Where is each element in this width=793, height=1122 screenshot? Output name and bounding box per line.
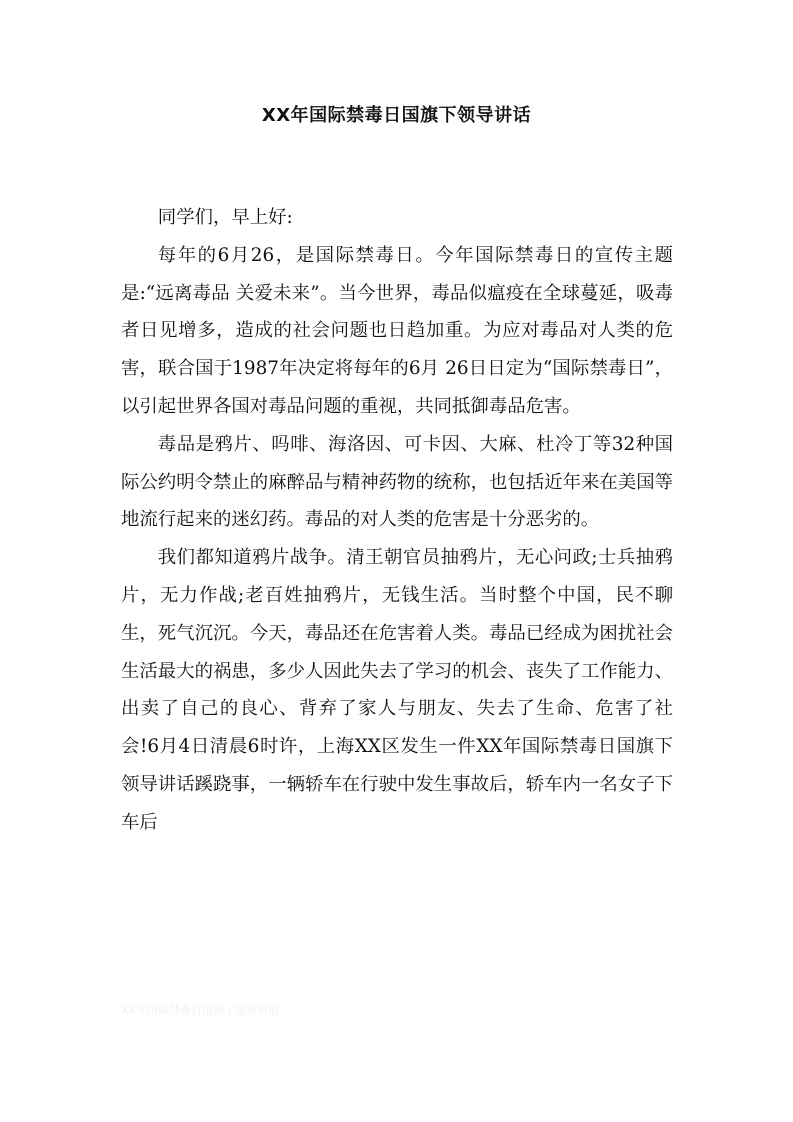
faint-watermark-text: XX年国际禁毒日国旗下领导讲话 xyxy=(121,1004,280,1017)
paragraph-drug-definition: 毒品是鸦片、吗啡、海洛因、可卡因、大麻、杜冷丁等32种国际公约明令禁止的麻醉品与精神药物的统称，也包括近年来在美国等地流行起来的迷幻药。毒品的对人类的危害是十分恶劣的。 xyxy=(121,433,673,531)
paragraph-opium-war: 我们都知道鸦片战争。清王朝官员抽鸦片，无心问政;士兵抽鸦片，无力作战;老百姓抽鸦片，无钱生活。当时整个中国，民不聊生，死气沉沉。今天，毒品还在危害着人类。毒品已经成为困扰社会生活最大的祸患，多少人因此失去了学习的机会、丧失了工作能力、出卖了自己的良心、背弃了家人与朋友、失去了生命、危害了社会!6月4日清晨6时许，上海XX区发生一件XX年国际禁毒日国旗下领导讲话蹊跷事，一辆轿车在行驶中发生事故后，轿车内一名女子下车后 xyxy=(121,547,673,833)
paragraph-greeting: 同学们，早上好: xyxy=(157,207,293,228)
document-title: XX年国际禁毒日国旗下领导讲话 xyxy=(261,105,532,126)
document-body xyxy=(121,199,673,842)
paragraph-intro: 每年的6月26，是国际禁毒日。今年国际禁毒日的宣传主题是:“远离毒品 关爱未来”。当今世界，毒品似瘟疫在全球蔓延，吸毒者日见增多，造成的社会问题也日趋加重。为应对毒品对人类的危害，联合国于1987年决定将每年的6月 26日日定为“国际禁毒日”，以引起世界各国对毒品问题的重视，共同抵御毒品危害。 xyxy=(121,244,673,417)
